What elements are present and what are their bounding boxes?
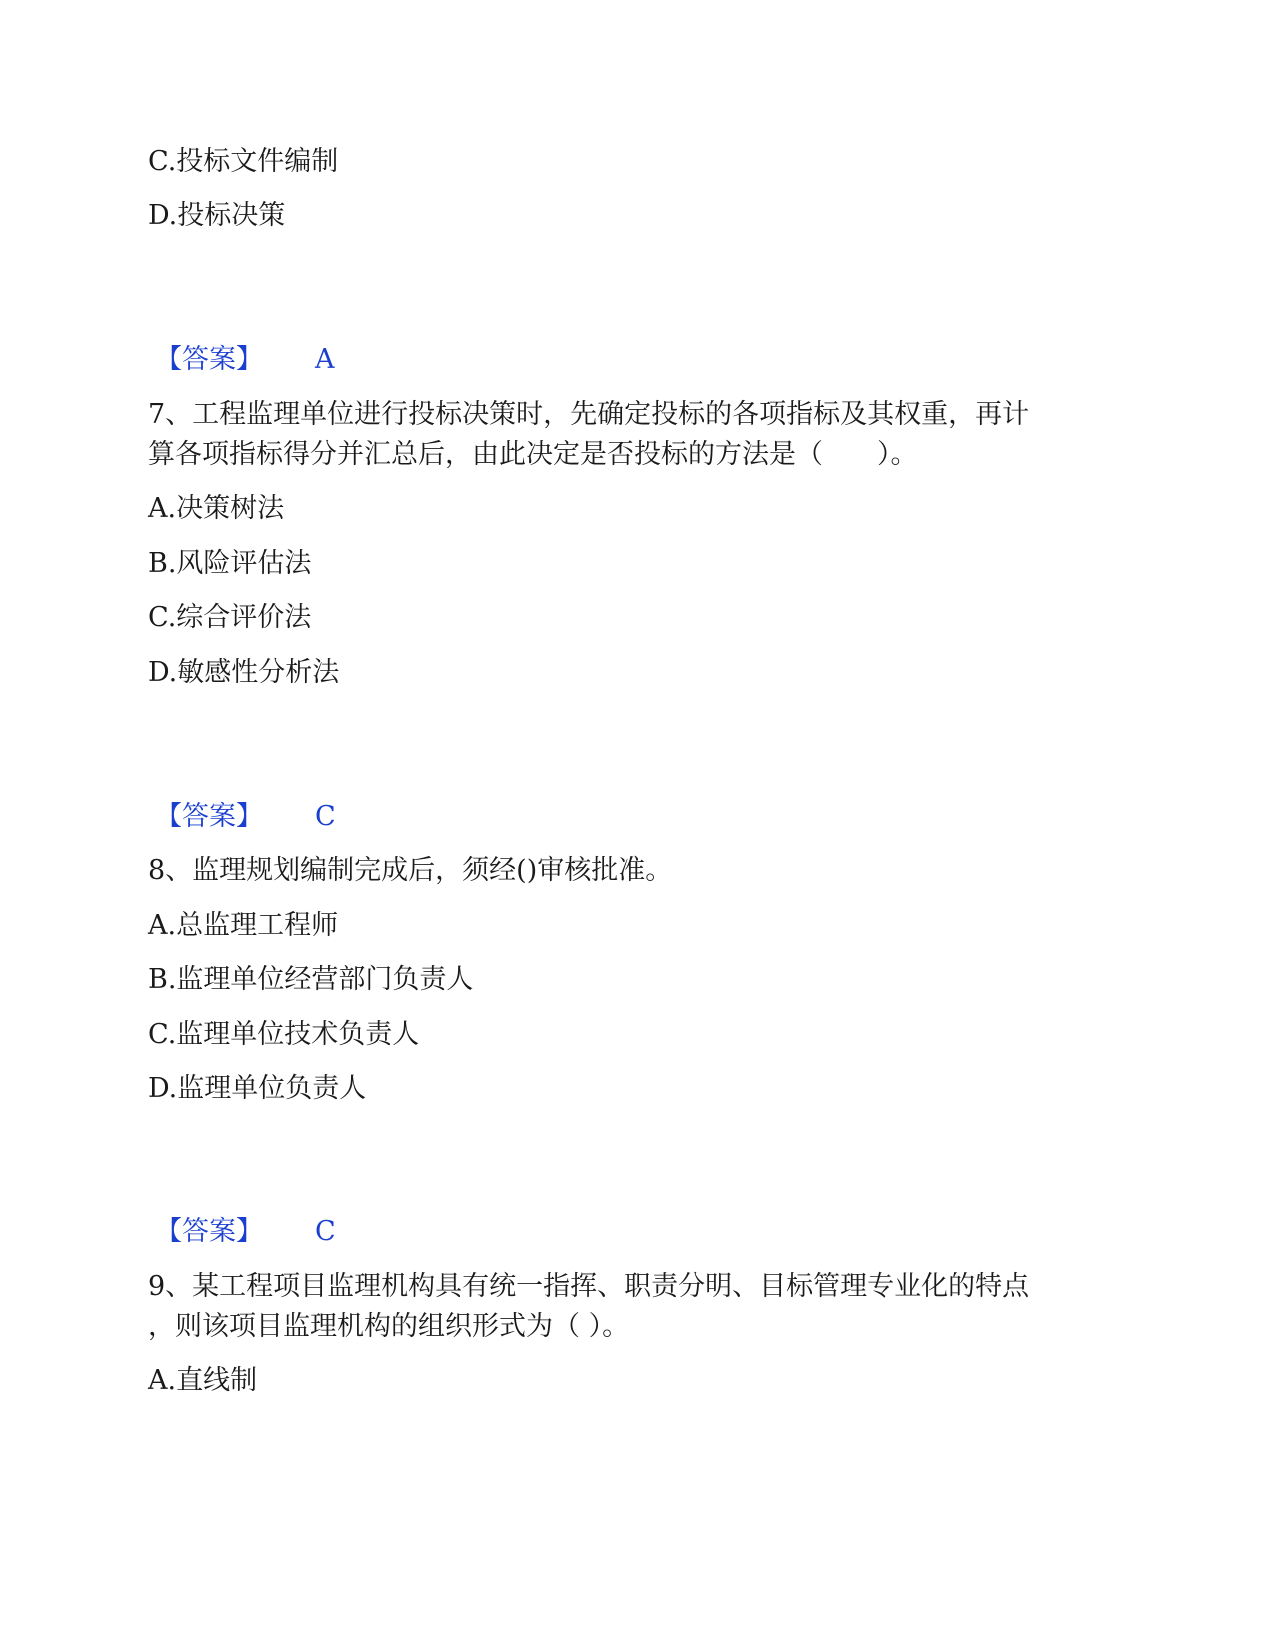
question-7-option-d: D.敏感性分析法 xyxy=(148,657,340,688)
answer-value: C xyxy=(315,801,336,832)
prev-answer-row xyxy=(155,340,335,380)
question-7-option-a: A.决策树法 xyxy=(148,493,285,524)
answer-label: 【答案】 xyxy=(155,801,263,832)
question-9-option-a: A.直线制 xyxy=(148,1365,258,1396)
question-8-option-d: D.监理单位负责人 xyxy=(148,1073,367,1104)
question-8-option-c: C.监理单位技术负责人 xyxy=(148,1019,420,1050)
question-7-answer-row xyxy=(155,797,336,837)
answer-value: C xyxy=(315,1216,336,1247)
answer-label: 【答案】 xyxy=(155,1216,263,1247)
question-8-option-a: A.总监理工程师 xyxy=(148,910,339,941)
question-9-stem-line2: ，则该项目监理机构的组织形式为（ ）。 xyxy=(148,1311,630,1342)
question-7-option-c: C.综合评价法 xyxy=(148,602,312,633)
answer-value: A xyxy=(315,344,335,375)
question-8-option-b: B.监理单位经营部门负责人 xyxy=(148,964,474,995)
question-8-answer-row xyxy=(155,1212,336,1252)
question-9-stem-line1: 9、某工程项目监理机构具有统一指挥、职责分明、目标管理专业化的特点 xyxy=(148,1271,1030,1302)
prev-option-d: D.投标决策 xyxy=(148,200,286,231)
answer-label: 【答案】 xyxy=(155,344,263,375)
question-7-stem-line1: 7、工程监理单位进行投标决策时，先确定投标的各项指标及其权重，再计 xyxy=(148,399,1030,430)
question-7-option-b: B.风险评估法 xyxy=(148,548,312,579)
prev-option-c: C.投标文件编制 xyxy=(148,146,339,177)
question-7-stem-line2: 算各项指标得分并汇总后，由此决定是否投标的方法是（ ）。 xyxy=(148,439,918,470)
question-8-stem: 8、监理规划编制完成后，须经()审核批准。 xyxy=(148,855,673,886)
